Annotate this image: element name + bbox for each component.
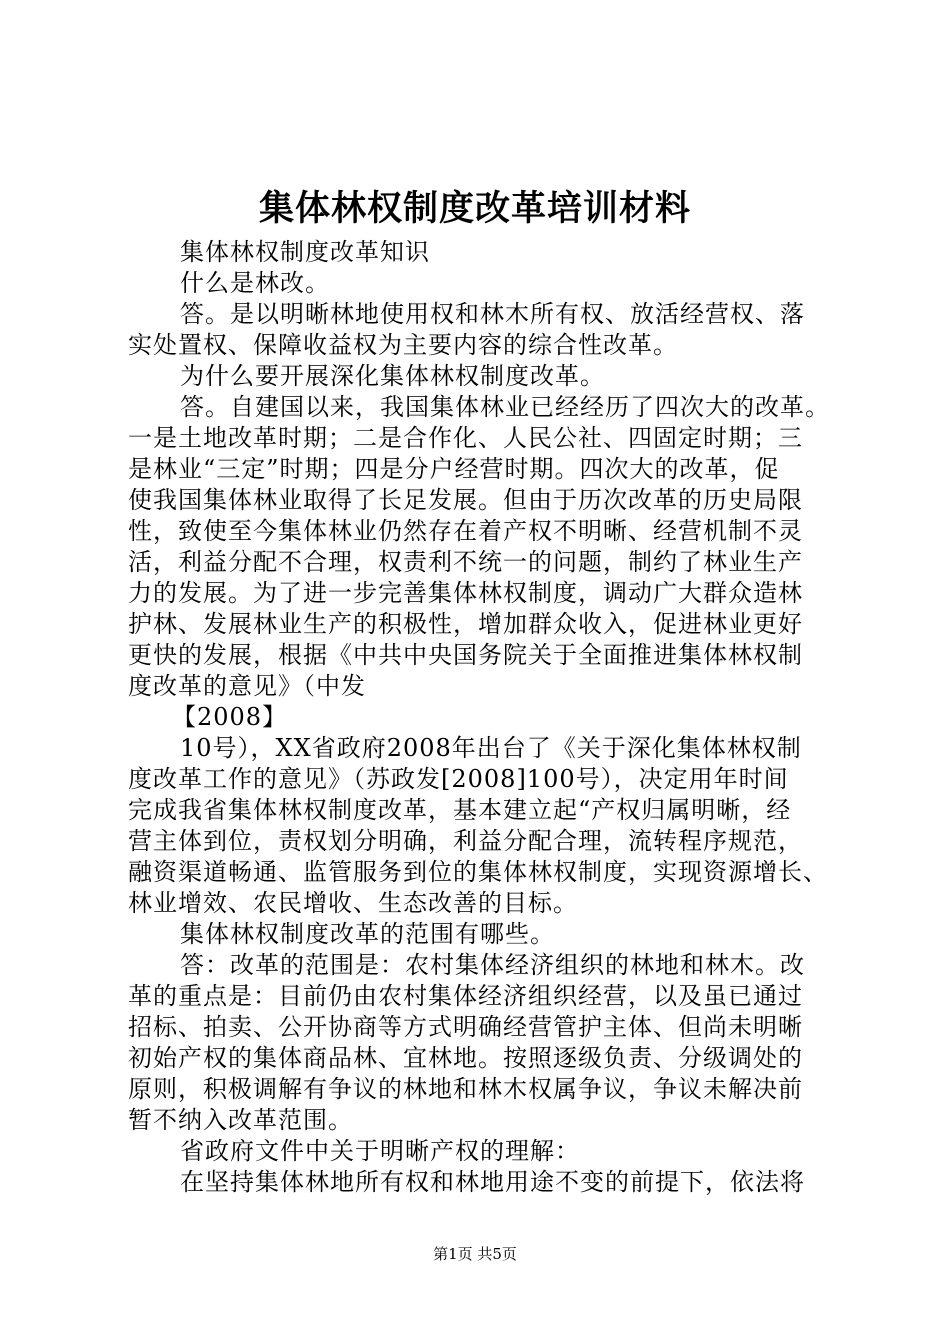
text-line: 活，利益分配不合理，权责利不统一的问题，制约了林业生产 <box>128 548 803 576</box>
text-line: 林业增效、农民增收、生态改善的目标。 <box>128 889 578 917</box>
text-line: 使我国集体林业取得了长足发展。但由于历次改革的历史局限 <box>128 486 803 514</box>
text-line: 实处置权、保障收益权为主要内容的综合性改革。 <box>128 331 678 359</box>
text-line: 融资渠道畅通、监管服务到位的集体林权制度，实现资源增长、 <box>128 858 828 886</box>
text-line: 革的重点是：目前仍由农村集体经济组织经营，以及虽已通过 <box>128 982 803 1010</box>
text-line: 性，致使至今集体林业仍然存在着产权不明晰、经营机制不灵 <box>128 517 803 545</box>
text-line: 省政府文件中关于明晰产权的理解： <box>180 1137 580 1165</box>
text-line: 是林业“三定”时期；四是分户经营时期。四次大的改革，促 <box>128 455 780 483</box>
document-title: 集体林权制度改革培训材料 <box>258 188 691 229</box>
text-line: 一是土地改革时期；二是合作化、人民公社、四固定时期；三 <box>128 424 803 452</box>
text-line: 为什么要开展深化集体林权制度改革。 <box>180 362 605 390</box>
text-line: 护林、发展林业生产的积极性，增加群众收入，促进林业更好 <box>128 610 803 638</box>
text-line: 10号），XX省政府2008年出台了《关于深化集体林权制 <box>180 734 802 762</box>
text-line: 在坚持集体林地所有权和林地用途不变的前提下，依法将 <box>180 1168 805 1196</box>
text-line: 【2008】 <box>172 703 288 731</box>
text-line: 招标、拍卖、公开协商等方式明确经营管护主体、但尚未明晰 <box>128 1013 803 1041</box>
text-line: 度改革的意见》（中发 <box>128 672 366 700</box>
text-line: 营主体到位，责权划分明确，利益分配合理，流转程序规范， <box>128 827 803 855</box>
text-line: 更快的发展，根据《中共中央国务院关于全面推进集体林权制 <box>128 641 803 669</box>
text-line: 暂不纳入改革范围。 <box>128 1106 353 1134</box>
text-line: 答：改革的范围是：农村集体经济组织的林地和林木。改 <box>180 951 805 979</box>
page-footer: 第1页 共5页 <box>433 1245 517 1263</box>
text-line: 什么是林改。 <box>180 269 330 297</box>
text-line: 集体林权制度改革的范围有哪些。 <box>180 920 555 948</box>
text-line: 初始产权的集体商品林、宜林地。按照逐级负责、分级调处的 <box>128 1044 803 1072</box>
text-line: 答。自建国以来，我国集体林业已经经历了四次大的改革。 <box>180 393 830 421</box>
text-line: 原则，积极调解有争议的林地和林木权属争议，争议未解决前 <box>128 1075 803 1103</box>
text-line: 力的发展。为了进一步完善集体林权制度，调动广大群众造林 <box>128 579 803 607</box>
text-line: 度改革工作的意见》（苏政发[2008]100号），决定用年时间 <box>128 765 789 793</box>
text-line: 答。是以明晰林地使用权和林木所有权、放活经营权、落 <box>180 300 805 328</box>
text-line: 集体林权制度改革知识 <box>180 238 430 266</box>
text-line: 完成我省集体林权制度改革，基本建立起“产权归属明晰，经 <box>128 796 792 824</box>
